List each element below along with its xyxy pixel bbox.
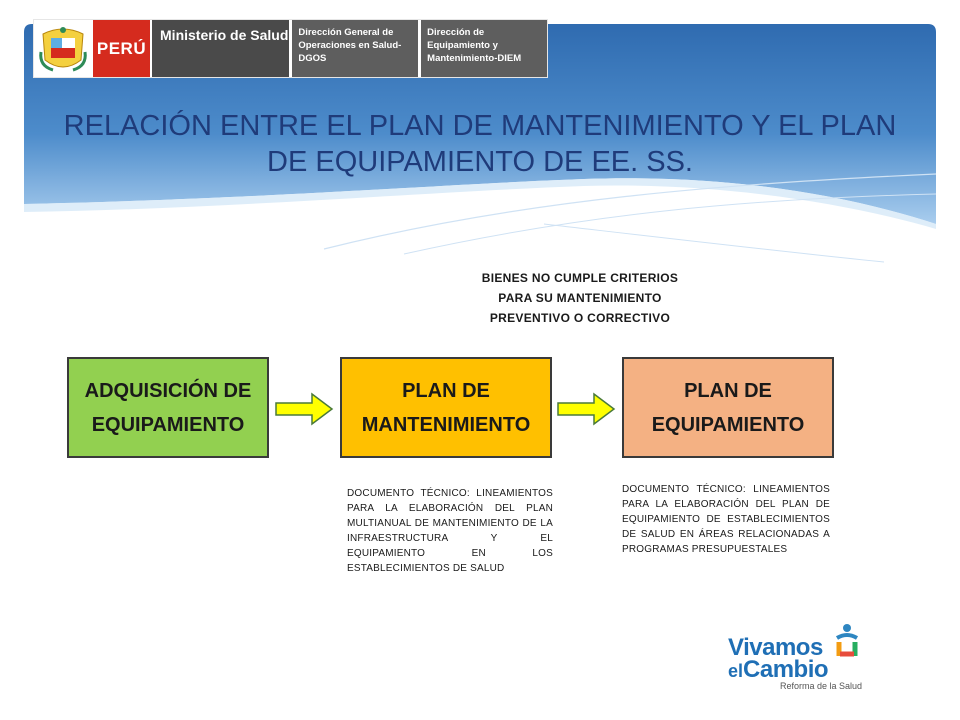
peru-label: PERÚ (93, 20, 150, 77)
directorate-diem-label: Dirección de Equipamiento y Mantenimiento-DIEM (421, 20, 547, 77)
el-cambio-text (728, 656, 828, 684)
tagline-text: Reforma de la Salud (780, 681, 863, 691)
maintenance-document-text: DOCUMENTO TÉCNICO: LINEAMIENTOS PARA LA ELABORACIÓN DEL PLAN MULTIANUAL DE MANTENIMIENTO DE LA INFRAESTRUCTURA Y EL EQUIPAMIENTO EN LOS ESTABLECIMIENTOS DE SALUD (347, 488, 553, 574)
arrow-note: BIENES NO CUMPLE CRITERIOS PARA SU MANTENIMIENTO PREVENTIVO O CORRECTIVO (481, 271, 679, 325)
el-text: el (728, 661, 744, 681)
peru-crest-icon (34, 20, 93, 77)
equipment-plan-box: PLAN DE EQUIPAMIENTO (622, 357, 834, 458)
arrow-right-icon (274, 392, 334, 426)
directorate-dgos-label: Dirección General de Operaciones en Salud-DGOS (292, 20, 418, 77)
institution-logo-bar (33, 19, 548, 78)
maintenance-plan-box: PLAN DE MANTENIMIENTO (340, 357, 552, 458)
equipment-document-text: DOCUMENTO TÉCNICO: LINEAMIENTOS PARA LA ELABORACIÓN DEL PLAN DE EQUIPAMIENTO DE ESTABLECIMIENTOS DE SALUD EN ÁREAS RELACIONADAS A PROGRAMAS PRESUPUESTALES (622, 484, 830, 555)
ministry-label: Ministerio de Salud (152, 20, 289, 77)
vivamos-text: Vivamos (728, 634, 823, 661)
cambio-text: Cambio (743, 656, 829, 683)
acquisition-box: ADQUISICIÓN DE EQUIPAMIENTO (67, 357, 269, 458)
arrow-right-icon (556, 392, 616, 426)
vivamos-el-cambio-logo (728, 620, 878, 692)
page-title: RELACIÓN ENTRE EL PLAN DE MANTENIMIENTO Y EL PLAN DE EQUIPAMIENTO DE EE. SS. (63, 110, 897, 178)
